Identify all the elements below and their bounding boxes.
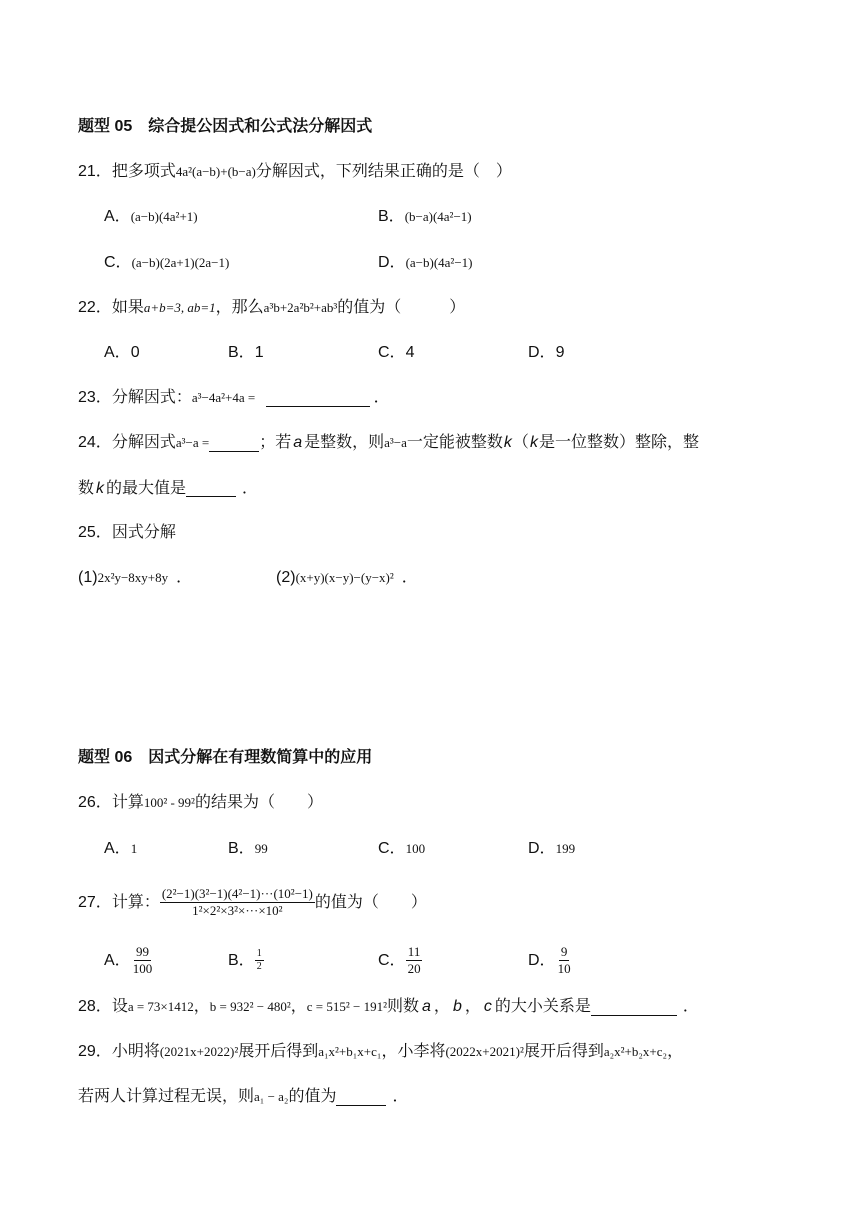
- option-value: 100: [405, 841, 426, 856]
- option-d: [378, 251, 472, 275]
- option-value: 199: [555, 841, 576, 856]
- option-a: [104, 205, 198, 229]
- option-value: 9: [555, 344, 565, 361]
- answer-blank[interactable]: [186, 480, 236, 497]
- variable: k: [529, 434, 538, 452]
- option-label: C．: [378, 344, 406, 361]
- option-value: (b−a)(4a²−1): [404, 209, 472, 224]
- option-label: B．: [228, 344, 255, 361]
- math-expression: a₂x²+b₂x+c₂: [603, 1044, 668, 1059]
- math-expression: a³−a =: [175, 435, 210, 450]
- option-d: [528, 942, 573, 980]
- section-title-05: 题型 05 综合提公因式和公式法分解因式: [78, 118, 373, 135]
- question-text: 的最大值是: [106, 480, 187, 497]
- option-label: A．: [104, 344, 131, 361]
- question-25-part2: [276, 566, 418, 590]
- question-text: 的值为（ ）: [314, 894, 427, 911]
- question-25-part1: [78, 566, 192, 590]
- question-text: ，: [464, 998, 481, 1016]
- option-label: C．: [104, 254, 132, 272]
- question-text: （: [512, 434, 529, 452]
- option-label: B．: [228, 840, 255, 858]
- fraction-numerator: 9: [560, 944, 568, 960]
- question-text: 则数: [387, 998, 420, 1016]
- option-b: [378, 205, 472, 229]
- question-number: 27．: [78, 894, 112, 911]
- fraction-denominator: 1²×2²×3²×···×10²: [192, 903, 283, 919]
- option-value: 99: [254, 841, 268, 856]
- fraction: [255, 948, 264, 973]
- option-label: C．: [378, 952, 406, 969]
- math-expression: 100² - 99²: [143, 795, 195, 810]
- question-text: 一定能被整数: [406, 434, 503, 452]
- question-text: 的值为: [288, 1088, 337, 1106]
- variable: k: [96, 480, 105, 497]
- option-d: [528, 341, 564, 365]
- question-text: ；若: [259, 434, 292, 452]
- question-text: ．: [682, 998, 699, 1016]
- option-value: 0: [130, 344, 140, 361]
- option-label: D．: [528, 840, 556, 858]
- question-number: 28．: [78, 998, 112, 1016]
- option-label: D．: [528, 344, 556, 361]
- math-expression: c = 515² − 191²: [306, 999, 387, 1014]
- option-c: [104, 251, 229, 275]
- answer-blank[interactable]: [266, 390, 370, 407]
- fraction-denominator: 100: [132, 961, 153, 977]
- question-text: 计算：: [111, 894, 160, 911]
- option-a: [104, 341, 140, 365]
- question-25: [78, 521, 176, 545]
- question-text: 分解因式：: [111, 389, 192, 407]
- option-label: D．: [378, 254, 406, 272]
- fraction-numerator: 99: [135, 944, 149, 960]
- question-number: 22．: [78, 299, 112, 317]
- option-value: 1: [130, 841, 138, 856]
- question-29: [78, 1040, 683, 1064]
- question-text: 分解因式，下列结果正确的是（ ）: [255, 163, 512, 181]
- question-text: ，: [290, 998, 307, 1016]
- option-c: [378, 942, 423, 980]
- question-text: 如果: [111, 299, 144, 317]
- question-text: 的结果为（ ）: [194, 794, 323, 812]
- question-text: 是整数，则: [304, 434, 385, 452]
- question-21: [78, 160, 512, 184]
- option-c: [378, 837, 425, 861]
- fraction-denominator: 2: [256, 961, 262, 973]
- variable: b: [452, 998, 462, 1016]
- part-label: (2): [276, 569, 296, 587]
- option-label: B．: [378, 208, 405, 226]
- option-a: [104, 942, 154, 980]
- fraction: [406, 944, 423, 977]
- question-text: ．: [176, 569, 193, 587]
- question-number: 29．: [78, 1043, 112, 1061]
- question-text: ．: [242, 480, 259, 497]
- math-expression: b = 932² − 480²: [209, 999, 291, 1014]
- math-expression: 2x²y−8xy+8y: [97, 570, 169, 585]
- question-number: 25．: [78, 524, 112, 541]
- option-label: B．: [228, 952, 255, 969]
- option-label: A．: [104, 952, 131, 969]
- question-number: 21．: [78, 163, 112, 181]
- variable: a: [422, 998, 431, 1016]
- variable: a: [293, 434, 303, 452]
- question-text: 计算: [111, 794, 144, 812]
- answer-blank[interactable]: [209, 435, 259, 452]
- variable: k: [503, 434, 512, 452]
- option-value: 4: [405, 344, 415, 361]
- fraction: [556, 944, 573, 977]
- answer-blank[interactable]: [591, 999, 677, 1016]
- question-number: 24．: [78, 434, 112, 452]
- math-expression: a+b=3, ab=1: [143, 300, 216, 315]
- option-value: (a−b)(4a²−1): [405, 255, 473, 270]
- math-expression: a³−4a²+4a =: [191, 390, 256, 405]
- question-text: ，: [433, 998, 450, 1016]
- option-b: [228, 837, 268, 861]
- question-text: 是一位整数）整除，整: [538, 434, 699, 452]
- question-text: 把多项式: [111, 163, 176, 181]
- answer-blank[interactable]: [336, 1089, 386, 1106]
- math-expression: a³−a: [384, 435, 407, 450]
- option-label: A．: [104, 840, 131, 858]
- question-23: [78, 386, 390, 410]
- option-c: [378, 341, 414, 365]
- question-number: 26．: [78, 794, 112, 812]
- question-text: 展开后得到: [523, 1043, 604, 1061]
- question-text: 的大小关系是: [494, 998, 591, 1016]
- fraction-denominator: 20: [407, 961, 421, 977]
- question-text: ，: [667, 1043, 684, 1061]
- question-24: [78, 431, 699, 455]
- question-29-cont: [78, 1085, 408, 1109]
- math-expression: a₁ − a₂: [254, 1089, 289, 1104]
- question-text: ．: [392, 1088, 409, 1106]
- fraction-numerator: 1: [256, 948, 262, 960]
- question-text: ，那么: [215, 299, 264, 317]
- question-24-cont: [78, 477, 258, 501]
- math-expression: (2021x+2022)²: [159, 1044, 239, 1059]
- math-expression: a = 73×1412: [127, 999, 194, 1014]
- question-text: 的值为（ ）: [337, 299, 466, 317]
- option-b: [228, 341, 264, 365]
- section-title-06: 题型 06 因式分解在有理数简算中的应用: [78, 749, 373, 766]
- fraction-numerator: 11: [407, 944, 421, 960]
- question-text: 展开后得到: [238, 1043, 319, 1061]
- math-expression: a₁x²+b₁x+c₁: [318, 1044, 382, 1059]
- fraction: [160, 886, 315, 919]
- option-value: (a−b)(2a+1)(2a−1): [131, 255, 230, 270]
- question-text: 若两人计算过程无误，则: [78, 1088, 255, 1106]
- question-26: [78, 791, 323, 815]
- question-text: ．: [373, 389, 390, 407]
- option-label: A．: [104, 208, 131, 226]
- fraction-numerator: (2²−1)(3²−1)(4²−1)···(10²−1): [161, 886, 313, 902]
- question-text: 设: [111, 998, 128, 1016]
- option-value: (a−b)(4a²+1): [130, 209, 198, 224]
- question-text: ．: [401, 569, 418, 587]
- question-22: [78, 296, 465, 320]
- question-number: 23．: [78, 389, 112, 407]
- question-text: 因式分解: [111, 524, 176, 541]
- option-b: [228, 942, 264, 980]
- question-text: ，: [193, 998, 210, 1016]
- question-text: 分解因式: [111, 434, 176, 452]
- question-text: 小明将: [111, 1043, 160, 1061]
- part-label: (1): [78, 569, 98, 587]
- option-d: [528, 837, 575, 861]
- fraction: [131, 944, 155, 977]
- fraction-denominator: 10: [557, 961, 571, 977]
- math-expression: a³b+2a²b²+ab³: [263, 300, 338, 315]
- math-expression: (2022x+2021)²: [445, 1044, 524, 1059]
- question-text: ，小李将: [381, 1043, 446, 1061]
- math-expression: (x+y)(x−y)−(y−x)²: [295, 570, 394, 585]
- question-28: [78, 995, 699, 1019]
- option-a: [104, 837, 137, 861]
- math-expression: 4a²(a−b)+(b−a): [175, 164, 256, 179]
- question-text: 数: [78, 480, 95, 497]
- variable: c: [483, 998, 492, 1016]
- option-label: C．: [378, 840, 406, 858]
- option-label: D．: [528, 952, 556, 969]
- option-value: 1: [254, 344, 264, 361]
- question-27: [78, 881, 427, 925]
